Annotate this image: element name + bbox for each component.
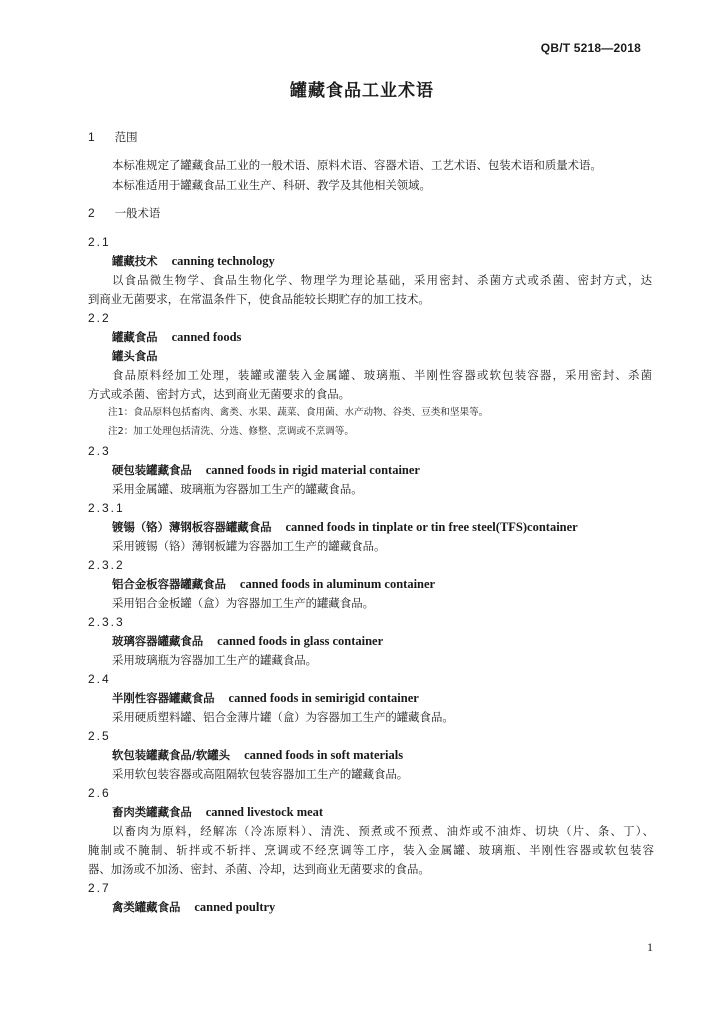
term-2-6-definition-line-1: 以畜肉为原料，经解冻（冷冻原料）、清洗、预煮或不预煮、油炸或不油炸、切块（片、条、丁）、 — [112, 824, 654, 838]
term-2-6-definition-line-2: 腌制或不腌制、斩拌或不斩拌、烹调或不经烹调等工序，装入金属罐、玻璃瓶、半刚性容器或软包装容 — [88, 843, 654, 857]
term-chinese: 半刚性容器罐藏食品 — [112, 691, 215, 705]
term-english: canned foods in soft materials — [244, 748, 404, 762]
term-number-2-3-2: 2.3.2 — [88, 558, 125, 572]
term-2-5-definition: 采用软包装容器或高阻隔软包装容器加工生产的罐藏食品。 — [112, 767, 409, 781]
term-2-4-title — [112, 691, 419, 705]
term-chinese: 罐藏食品 — [112, 330, 158, 344]
scope-paragraph-2: 本标准适用于罐藏食品工业生产、科研、教学及其他相关领域。 — [112, 178, 431, 192]
term-2-3-3-definition: 采用玻璃瓶为容器加工生产的罐藏食品。 — [112, 653, 318, 667]
term-2-2-note-1: 注1：食品原料包括畜肉、禽类、水果、蔬菜、食用菌、水产动物、谷类、豆类和坚果等。 — [108, 407, 489, 418]
term-english: canning technology — [171, 254, 275, 268]
term-2-2-title — [112, 330, 241, 344]
term-2-3-3-title — [112, 634, 383, 648]
term-2-2-definition-line-2: 方式或杀菌、密封方式，达到商业无菌要求的食品。 — [88, 387, 350, 401]
scope-paragraph-1: 本标准规定了罐藏食品工业的一般术语、原料术语、容器术语、工艺术语、包装术语和质量术语。 — [112, 158, 602, 172]
term-2-3-title — [112, 463, 420, 477]
term-2-2-note-2: 注2：加工处理包括清洗、分选、修整、烹调或不烹调等。 — [108, 426, 354, 437]
term-number-2-6: 2.6 — [88, 786, 111, 800]
term-2-2-definition-line-1: 食品原料经加工处理，装罐或灌装入金属罐、玻璃瓶、半刚性容器或软包装容器，采用密封、杀菌 — [112, 368, 652, 382]
section-number: 1 — [88, 130, 97, 144]
term-2-1-definition-line-1: 以食品微生物学、食品生物化学、物理学为理论基础，采用密封、杀菌方式或杀菌、密封方式，达 — [112, 273, 652, 287]
term-number-2-4: 2.4 — [88, 672, 111, 686]
term-2-3-2-definition: 采用铝合金板罐（盒）为容器加工生产的罐藏食品。 — [112, 596, 374, 610]
document-title: 罐藏食品工业术语 — [290, 81, 434, 101]
term-number-2-3-1: 2.3.1 — [88, 501, 125, 515]
term-number-2-3: 2.3 — [88, 444, 111, 458]
term-2-3-1-title — [112, 520, 578, 534]
term-chinese: 镀锡（铬）薄钢板容器罐藏食品 — [112, 520, 272, 534]
term-2-3-definition: 采用金属罐、玻璃瓶为容器加工生产的罐藏食品。 — [112, 482, 363, 496]
term-number-2-7: 2.7 — [88, 881, 111, 895]
term-english: canned foods in glass container — [217, 634, 384, 648]
term-english: canned foods — [171, 330, 242, 344]
term-chinese: 铝合金板容器罐藏食品 — [112, 577, 226, 591]
term-chinese: 罐藏技术 — [112, 254, 158, 268]
section-number: 2 — [88, 206, 97, 220]
term-english: canned foods in rigid material container — [205, 463, 420, 477]
term-number-2-1: 2.1 — [88, 235, 111, 249]
section-1-heading — [88, 130, 137, 144]
section-title: 一般术语 — [114, 206, 161, 220]
term-2-2-alternative: 罐头食品 — [112, 349, 158, 363]
term-english: canned poultry — [194, 900, 276, 914]
term-english: canned livestock meat — [205, 805, 324, 819]
term-english: canned foods in semirigid container — [228, 691, 419, 705]
term-2-5-title — [112, 748, 403, 762]
term-chinese: 畜肉类罐藏食品 — [112, 805, 192, 819]
term-english: canned foods in tinplate or tin free steel(TFS)container — [285, 520, 578, 534]
term-chinese: 玻璃容器罐藏食品 — [112, 634, 204, 648]
term-2-3-2-title — [112, 577, 435, 591]
term-2-4-definition: 采用硬质塑料罐、铝合金薄片罐（盒）为容器加工生产的罐藏食品。 — [112, 710, 454, 724]
term-2-1-definition-line-2: 到商业无菌要求，在常温条件下，使食品能较长期贮存的加工技术。 — [88, 292, 430, 306]
term-2-6-definition-line-3: 器、加汤或不加汤、密封、杀菌、冷却，达到商业无菌要求的食品。 — [88, 862, 430, 876]
term-chinese: 禽类罐藏食品 — [112, 900, 181, 914]
term-2-3-1-definition: 采用镀锡（铬）薄钢板罐为容器加工生产的罐藏食品。 — [112, 539, 386, 553]
section-2-heading — [88, 206, 160, 220]
term-2-7-title — [112, 900, 275, 914]
term-number-2-3-3: 2.3.3 — [88, 615, 125, 629]
section-title: 范围 — [114, 130, 138, 144]
term-chinese: 软包装罐藏食品/软罐头 — [112, 748, 231, 762]
page-number: 1 — [647, 940, 653, 954]
term-number-2-2: 2.2 — [88, 311, 111, 325]
term-number-2-5: 2.5 — [88, 729, 111, 743]
term-2-6-title — [112, 805, 323, 819]
term-2-1-title — [112, 254, 275, 268]
standard-code: QB/T 5218—2018 — [540, 41, 641, 55]
term-chinese: 硬包装罐藏食品 — [112, 463, 192, 477]
term-english: canned foods in aluminum container — [239, 577, 436, 591]
